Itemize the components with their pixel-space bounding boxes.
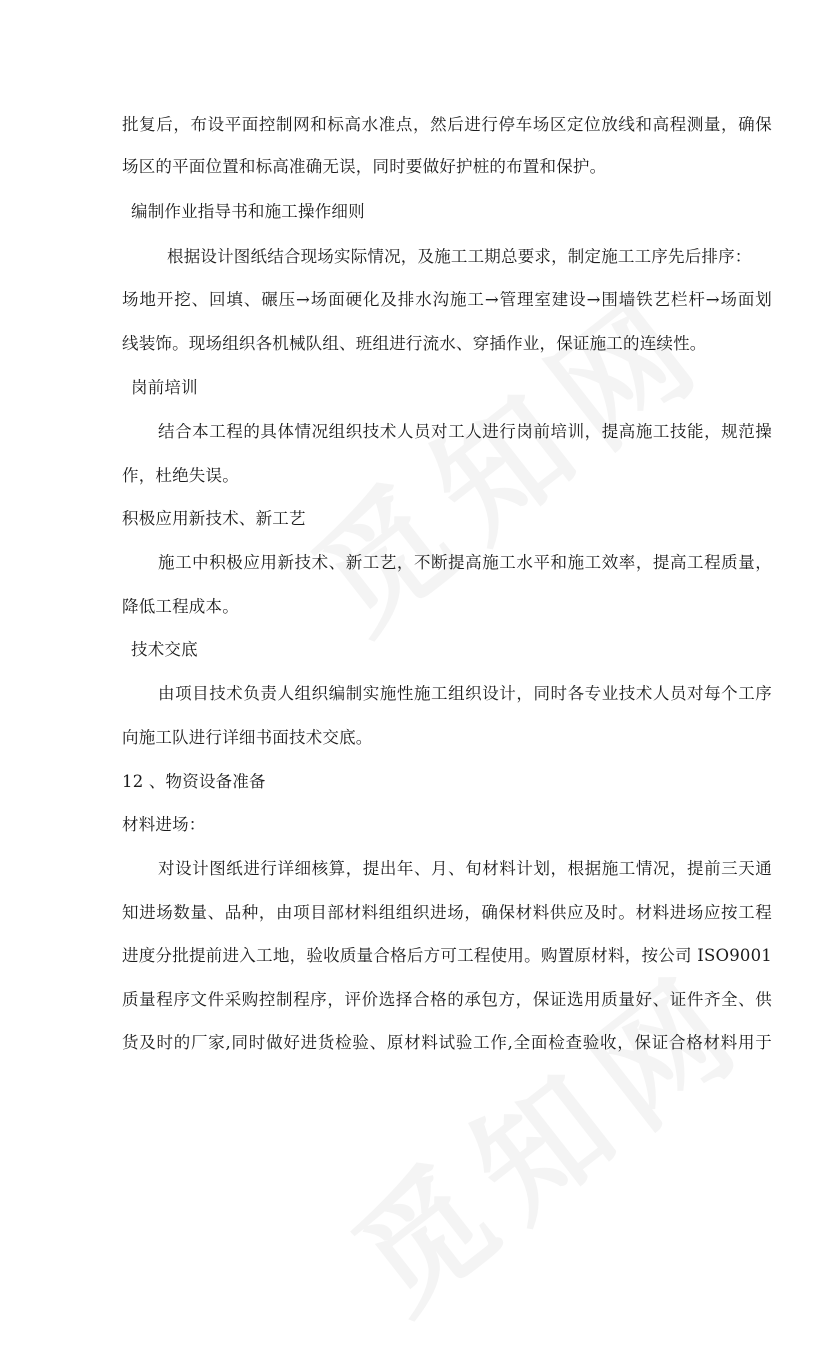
section-heading: 岗前培训 bbox=[131, 378, 198, 397]
paragraph-line: 场地开挖、回填、碾压→场面硬化及排水沟施工→管理室建设→围墙铁艺栏杆→场面划 bbox=[122, 290, 772, 309]
paragraph-line: 施工中积极应用新技术、新工艺，不断提高施工水平和施工效率，提高工程质量， bbox=[158, 553, 772, 572]
section-heading: 12 、物资设备准备 bbox=[122, 772, 266, 791]
paragraph-line: 货及时的厂家,同时做好进货检验、原材料试验工作,全面检查验收，保证合格材料用于 bbox=[122, 1033, 772, 1052]
paragraph-line: 知进场数量、品种，由项目部材料组组织进场，确保材料供应及时。材料进场应按工程 bbox=[122, 903, 772, 922]
paragraph-line: 作，杜绝失误。 bbox=[122, 466, 239, 485]
paragraph-line: 根据设计图纸结合现场实际情况，及施工工期总要求，制定施工工序先后排序： bbox=[167, 247, 752, 266]
paragraph-line: 结合本工程的具体情况组织技术人员对工人进行岗前培训，提高施工技能，规范操 bbox=[158, 422, 772, 441]
paragraph-line: 质量程序文件采购控制程序，评价选择合格的承包方，保证选用质量好、证件齐全、供 bbox=[122, 990, 772, 1009]
paragraph-line: 进度分批提前进入工地，验收质量合格后方可工程使用。购置原材料，按公司 ISO9001 bbox=[122, 946, 772, 965]
section-heading: 技术交底 bbox=[131, 640, 198, 659]
paragraph-line: 降低工程成本。 bbox=[122, 597, 239, 616]
watermark bbox=[310, 921, 780, 1345]
paragraph-line: 场区的平面位置和标高准确无误，同时要做好护桩的布置和保护。 bbox=[122, 157, 607, 176]
paragraph-line: 批复后，布设平面控制网和标高水准点，然后进行停车场区定位放线和高程测量，确保 bbox=[122, 115, 772, 134]
paragraph-line: 对设计图纸进行详细核算，提出年、月、旬材料计划，根据施工情况，提前三天通 bbox=[158, 859, 772, 878]
section-heading: 编制作业指导书和施工操作细则 bbox=[131, 202, 365, 221]
paragraph-line: 线装饰。现场组织各机械队组、班组进行流水、穿插作业，保证施工的连续性。 bbox=[122, 334, 707, 353]
section-heading: 材料进场： bbox=[122, 815, 206, 834]
paragraph-line: 由项目技术负责人组织编制实施性施工组织设计，同时各专业技术人员对每个工序 bbox=[158, 684, 772, 703]
section-heading: 积极应用新技术、新工艺 bbox=[122, 509, 306, 528]
paragraph-line: 向施工队进行详细书面技术交底。 bbox=[122, 728, 373, 747]
